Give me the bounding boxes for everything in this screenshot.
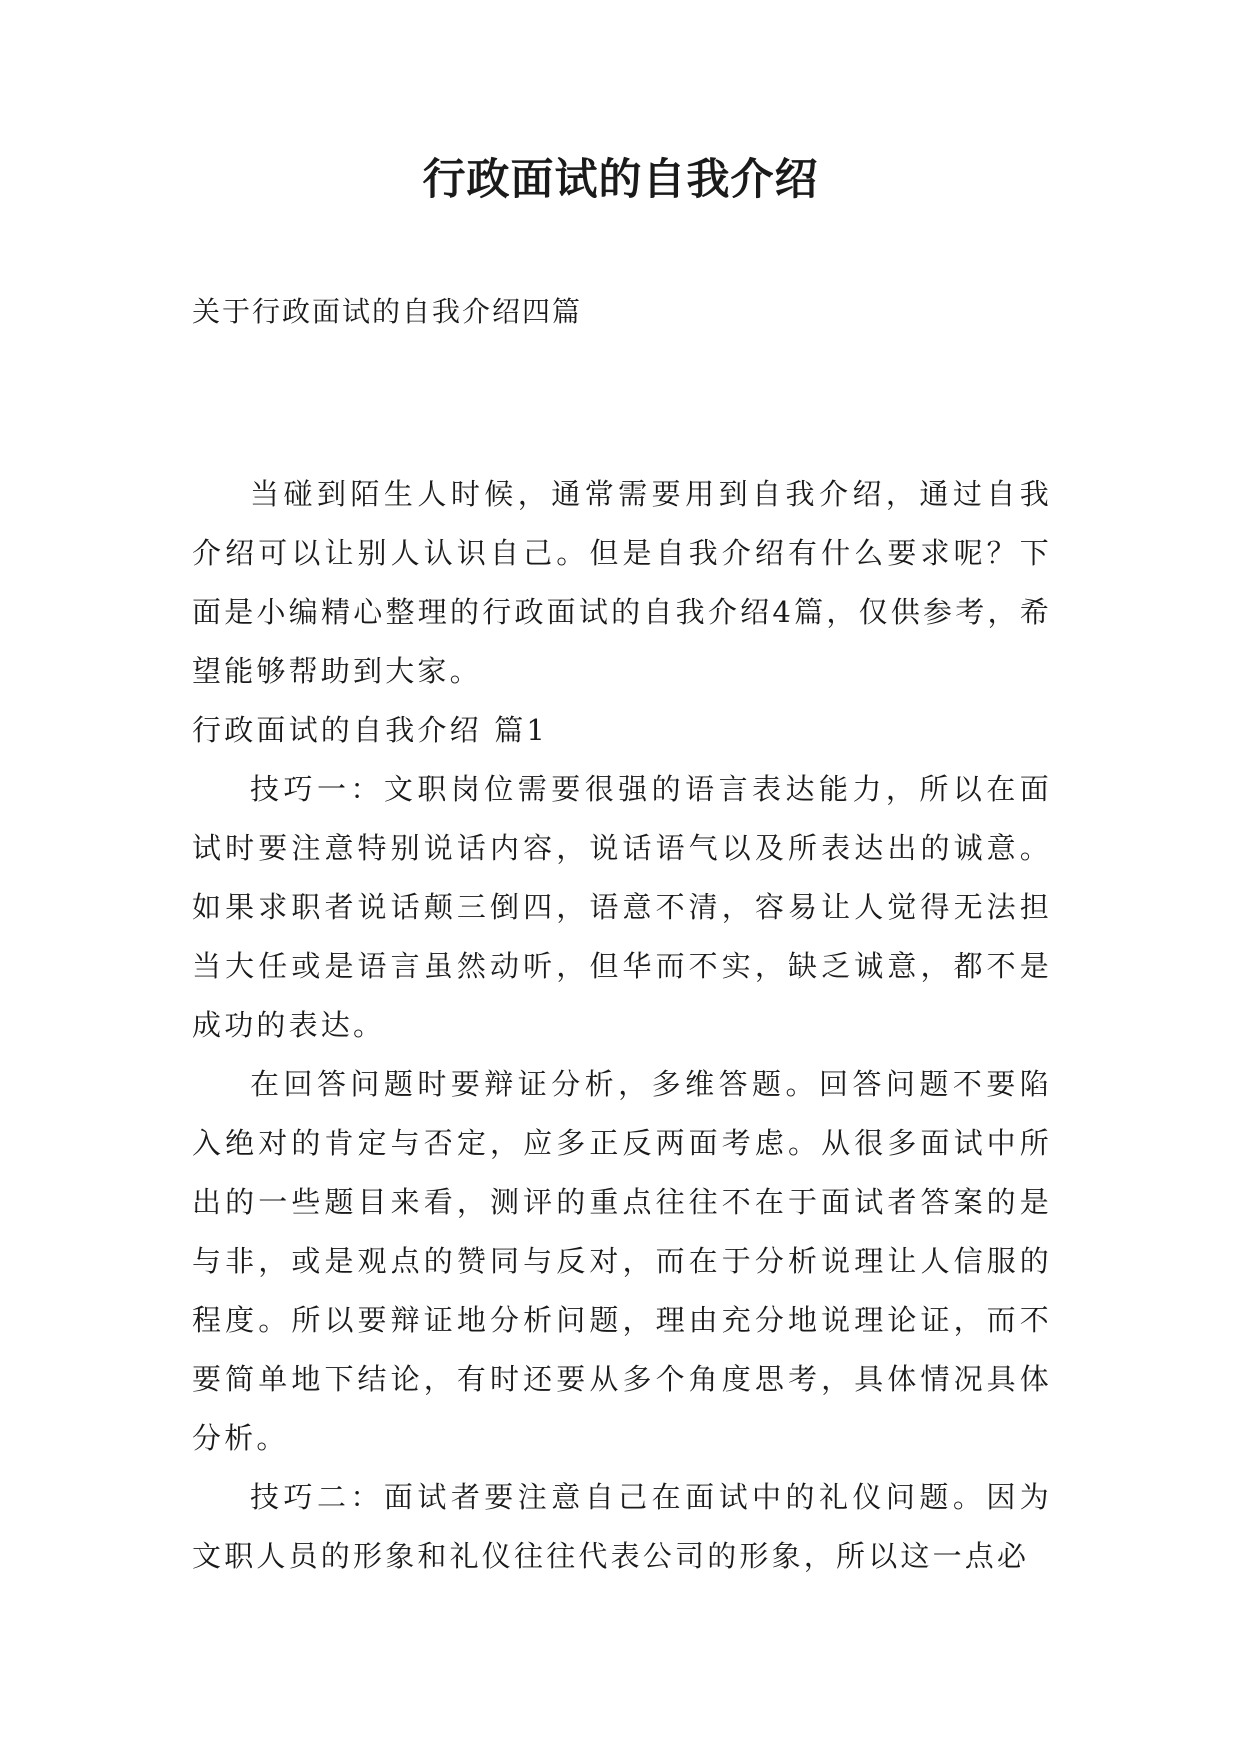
body-paragraph: 在回答问题时要辩证分析，多维答题。回答问题不要陷入绝对的肯定与否定，应多正反两面考虑。从很多面试中所出的一些题目来看，测评的重点往往不在于面试者答案的是与非，或是观点的赞同与反对，而在于分析说理让人信服的程度。所以要辩证地分析问题，理由充分地说理论证，而不要简单地下结论，有时还要从多个角度思考，具体情况具体分析。 <box>192 1067 1052 1455</box>
document-title: 行政面试的自我介绍 <box>422 155 819 205</box>
document-body <box>192 465 1052 1586</box>
intro-paragraph: 当碰到陌生人时候，通常需要用到自我介绍，通过自我介绍可以让别人认识自己。但是自我介绍有什么要求呢？下面是小编精心整理的行政面试的自我介绍4篇，仅供参考，希望能够帮助到大家。 <box>192 477 1052 688</box>
body-paragraph: 技巧二：面试者要注意自己在面试中的礼仪问题。因为文职人员的形象和礼仪往往代表公司的形象，所以这一点必 <box>192 1480 1052 1573</box>
body-paragraph: 技巧一：文职岗位需要很强的语言表达能力，所以在面试时要注意特别说话内容，说话语气以及所表达出的诚意。如果求职者说话颠三倒四，语意不清，容易让人觉得无法担当大任或是语言虽然动听，但华而不实，缺乏诚意，都不是成功的表达。 <box>192 772 1052 1042</box>
section-heading: 行政面试的自我介绍 篇1 <box>192 713 549 747</box>
document-subtitle: 关于行政面试的自我介绍四篇 <box>192 295 583 328</box>
